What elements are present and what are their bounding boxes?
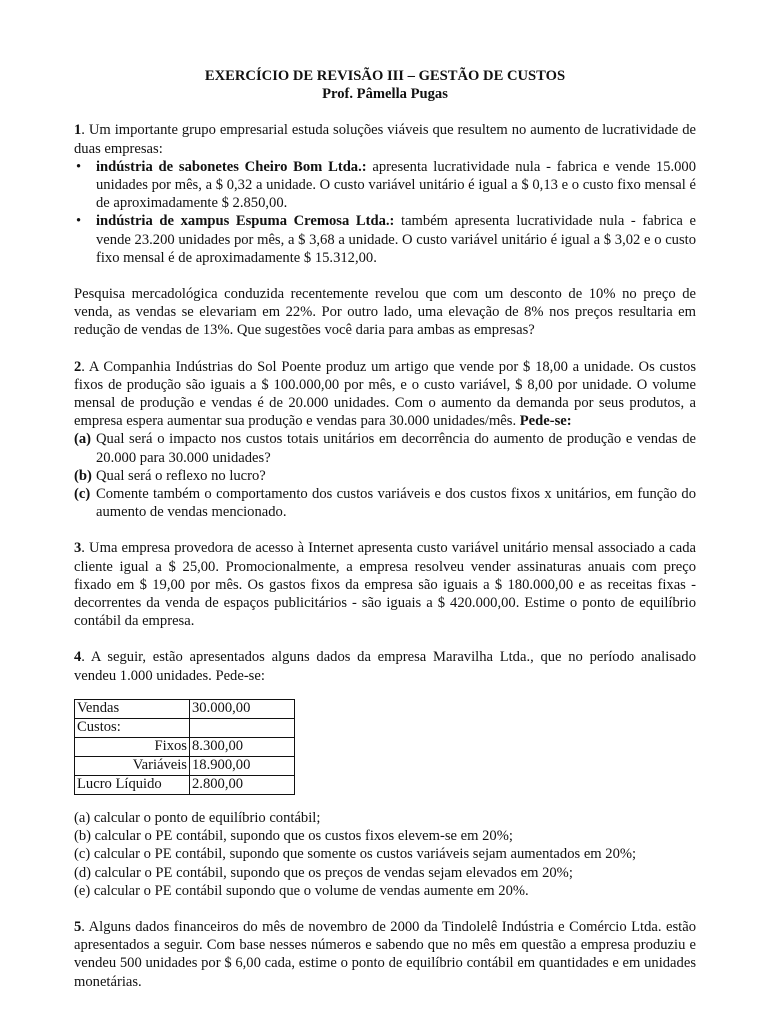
question-5 <box>74 918 696 991</box>
question-4-number: 4 <box>74 649 82 666</box>
question-5-text: 5. Alguns dados financeiros do mês de novembro de 2000 da Tindolelê Indústria e Comércio Ltda. estão apresentados a seguir. Com base nesses números e sabendo que no mês em questão a empresa produziu e vendeu 500 unidades por $ 6,00 cada, estime o ponto de equilíbrio contábil em quantidades e em unidades monetárias. <box>74 918 696 990</box>
table-row <box>75 718 295 737</box>
table-cell-label: Custos: <box>75 718 190 737</box>
table-cell-label: Vendas <box>75 699 190 718</box>
question-1-bullets <box>74 158 696 267</box>
question-2-options <box>74 430 696 521</box>
financial-table <box>74 699 295 795</box>
question-1 <box>74 121 696 339</box>
question-1-number: 1 <box>74 122 82 139</box>
table-cell-label: Variáveis <box>75 756 190 775</box>
table-row <box>75 737 295 756</box>
table-cell-label: Lucro Líquido <box>75 775 190 794</box>
question-2-text: 2. A Companhia Indústrias do Sol Poente produz um artigo que vende por $ 18,00 a unidade. Os custos fixos de produção são iguais a $ 100.000,00 por mês, e o custo variável, $ 8,00 por unidade. O volume mensal de produção e vendas é de 20.000 unidades. Com o aumento da demanda por seus produtos, a empresa espera aumentar sua produção e vendas para 30.000 unidades/mês. Pede-se: <box>74 358 696 430</box>
question-2 <box>74 358 696 522</box>
list-item: (d) calcular o PE contábil, supondo que os preços de vendas sejam elevados em 20%; <box>74 864 573 881</box>
list-item: (c) Comente também o comportamento dos custos variáveis e dos custos fixos x unitários, em função do aumento de vendas mencionado. <box>74 486 696 521</box>
question-5-number: 5 <box>74 918 82 935</box>
question-3 <box>74 539 696 630</box>
question-3-number: 3 <box>74 540 82 557</box>
question-1-intro: 1. Um importante grupo empresarial estuda soluções viáveis que resultem no aumento de lucratividade de duas empresas: <box>74 122 696 157</box>
list-item: (b) Qual será o reflexo no lucro? <box>74 467 266 484</box>
question-1-research: Pesquisa mercadológica conduzida recentemente revelou que com um desconto de 10% no preço de venda, as vendas se elevariam em 22%. Por outro lado, uma elevação de 8% nos preços resultaria em redução de vendas de 13%. Que sugestões você daria para ambas as empresas? <box>74 286 696 339</box>
table-row <box>75 756 295 775</box>
table-row <box>75 699 295 718</box>
table-cell-label: Fixos <box>75 737 190 756</box>
question-4 <box>74 648 696 899</box>
question-3-text: 3. Uma empresa provedora de acesso à Internet apresenta custo variável unitário mensal associado a cada cliente igual a $ 25,00. Promocionalmente, a empresa resolveu vender assinaturas anuais com preço fixado em $ 19,00 por mês. Os gastos fixos da empresa são iguais a $ 180.000,00 e as receitas fixas - decorrentes da venda de espaços publicitários - são iguais a $ 420.000,00. Estime o ponto de equilíbrio contábil da empresa. <box>74 540 696 630</box>
bullet-icon: • <box>76 213 82 230</box>
list-item: (e) calcular o PE contábil supondo que o volume de vendas aumente em 20%. <box>74 882 529 899</box>
list-item: (a) Qual será o impacto nos custos totais unitários em decorrência do aumento de produção e vendas de 20.000 para 30.000 unidades? <box>74 431 696 466</box>
question-4-items <box>74 809 696 900</box>
question-4-text: 4. A seguir, estão apresentados alguns dados da empresa Maravilha Ltda., que no período analisado vendeu 1.000 unidades. Pede-se: <box>74 649 696 684</box>
list-item: (b) calcular o PE contábil, supondo que os custos fixos elevem-se em 20%; <box>74 828 513 845</box>
bullet-icon: • <box>76 158 82 175</box>
table-cell-value: 18.900,00 <box>190 756 295 775</box>
list-item: (a) calcular o ponto de equilíbrio contábil; <box>74 809 321 826</box>
question-2-number: 2 <box>74 358 82 375</box>
table-row <box>75 775 295 794</box>
table-cell-value <box>190 718 295 737</box>
document-title: EXERCÍCIO DE REVISÃO III – GESTÃO DE CUSTOS <box>204 68 566 84</box>
document-page <box>74 67 696 991</box>
list-item: • indústria de sabonetes Cheiro Bom Ltda.: apresenta lucratividade nula - fabrica e vende 15.000 unidades por mês, a $ 0,32 a unidade. O custo variável unitário é igual a $ 0,13 e o custo fixo mensal é de aproximadamente $ 2.850,00. <box>76 158 697 212</box>
list-item: (c) calcular o PE contábil, supondo que somente os custos variáveis sejam aumentados em 20%; <box>74 846 637 863</box>
document-author: Prof. Pâmella Pugas <box>322 86 448 103</box>
list-item: • indústria de xampus Espuma Cremosa Ltda.: também apresenta lucratividade nula - fabrica e vende 23.200 unidades por mês, a $ 3,68 a unidade. O custo variável unitário é igual a $ 3,02 e o custo fixo mensal é de aproximadamente $ 15.312,00. <box>76 213 696 266</box>
table-cell-value: 2.800,00 <box>190 775 295 794</box>
table-cell-value: 8.300,00 <box>190 737 295 756</box>
table-cell-value: 30.000,00 <box>190 699 295 718</box>
